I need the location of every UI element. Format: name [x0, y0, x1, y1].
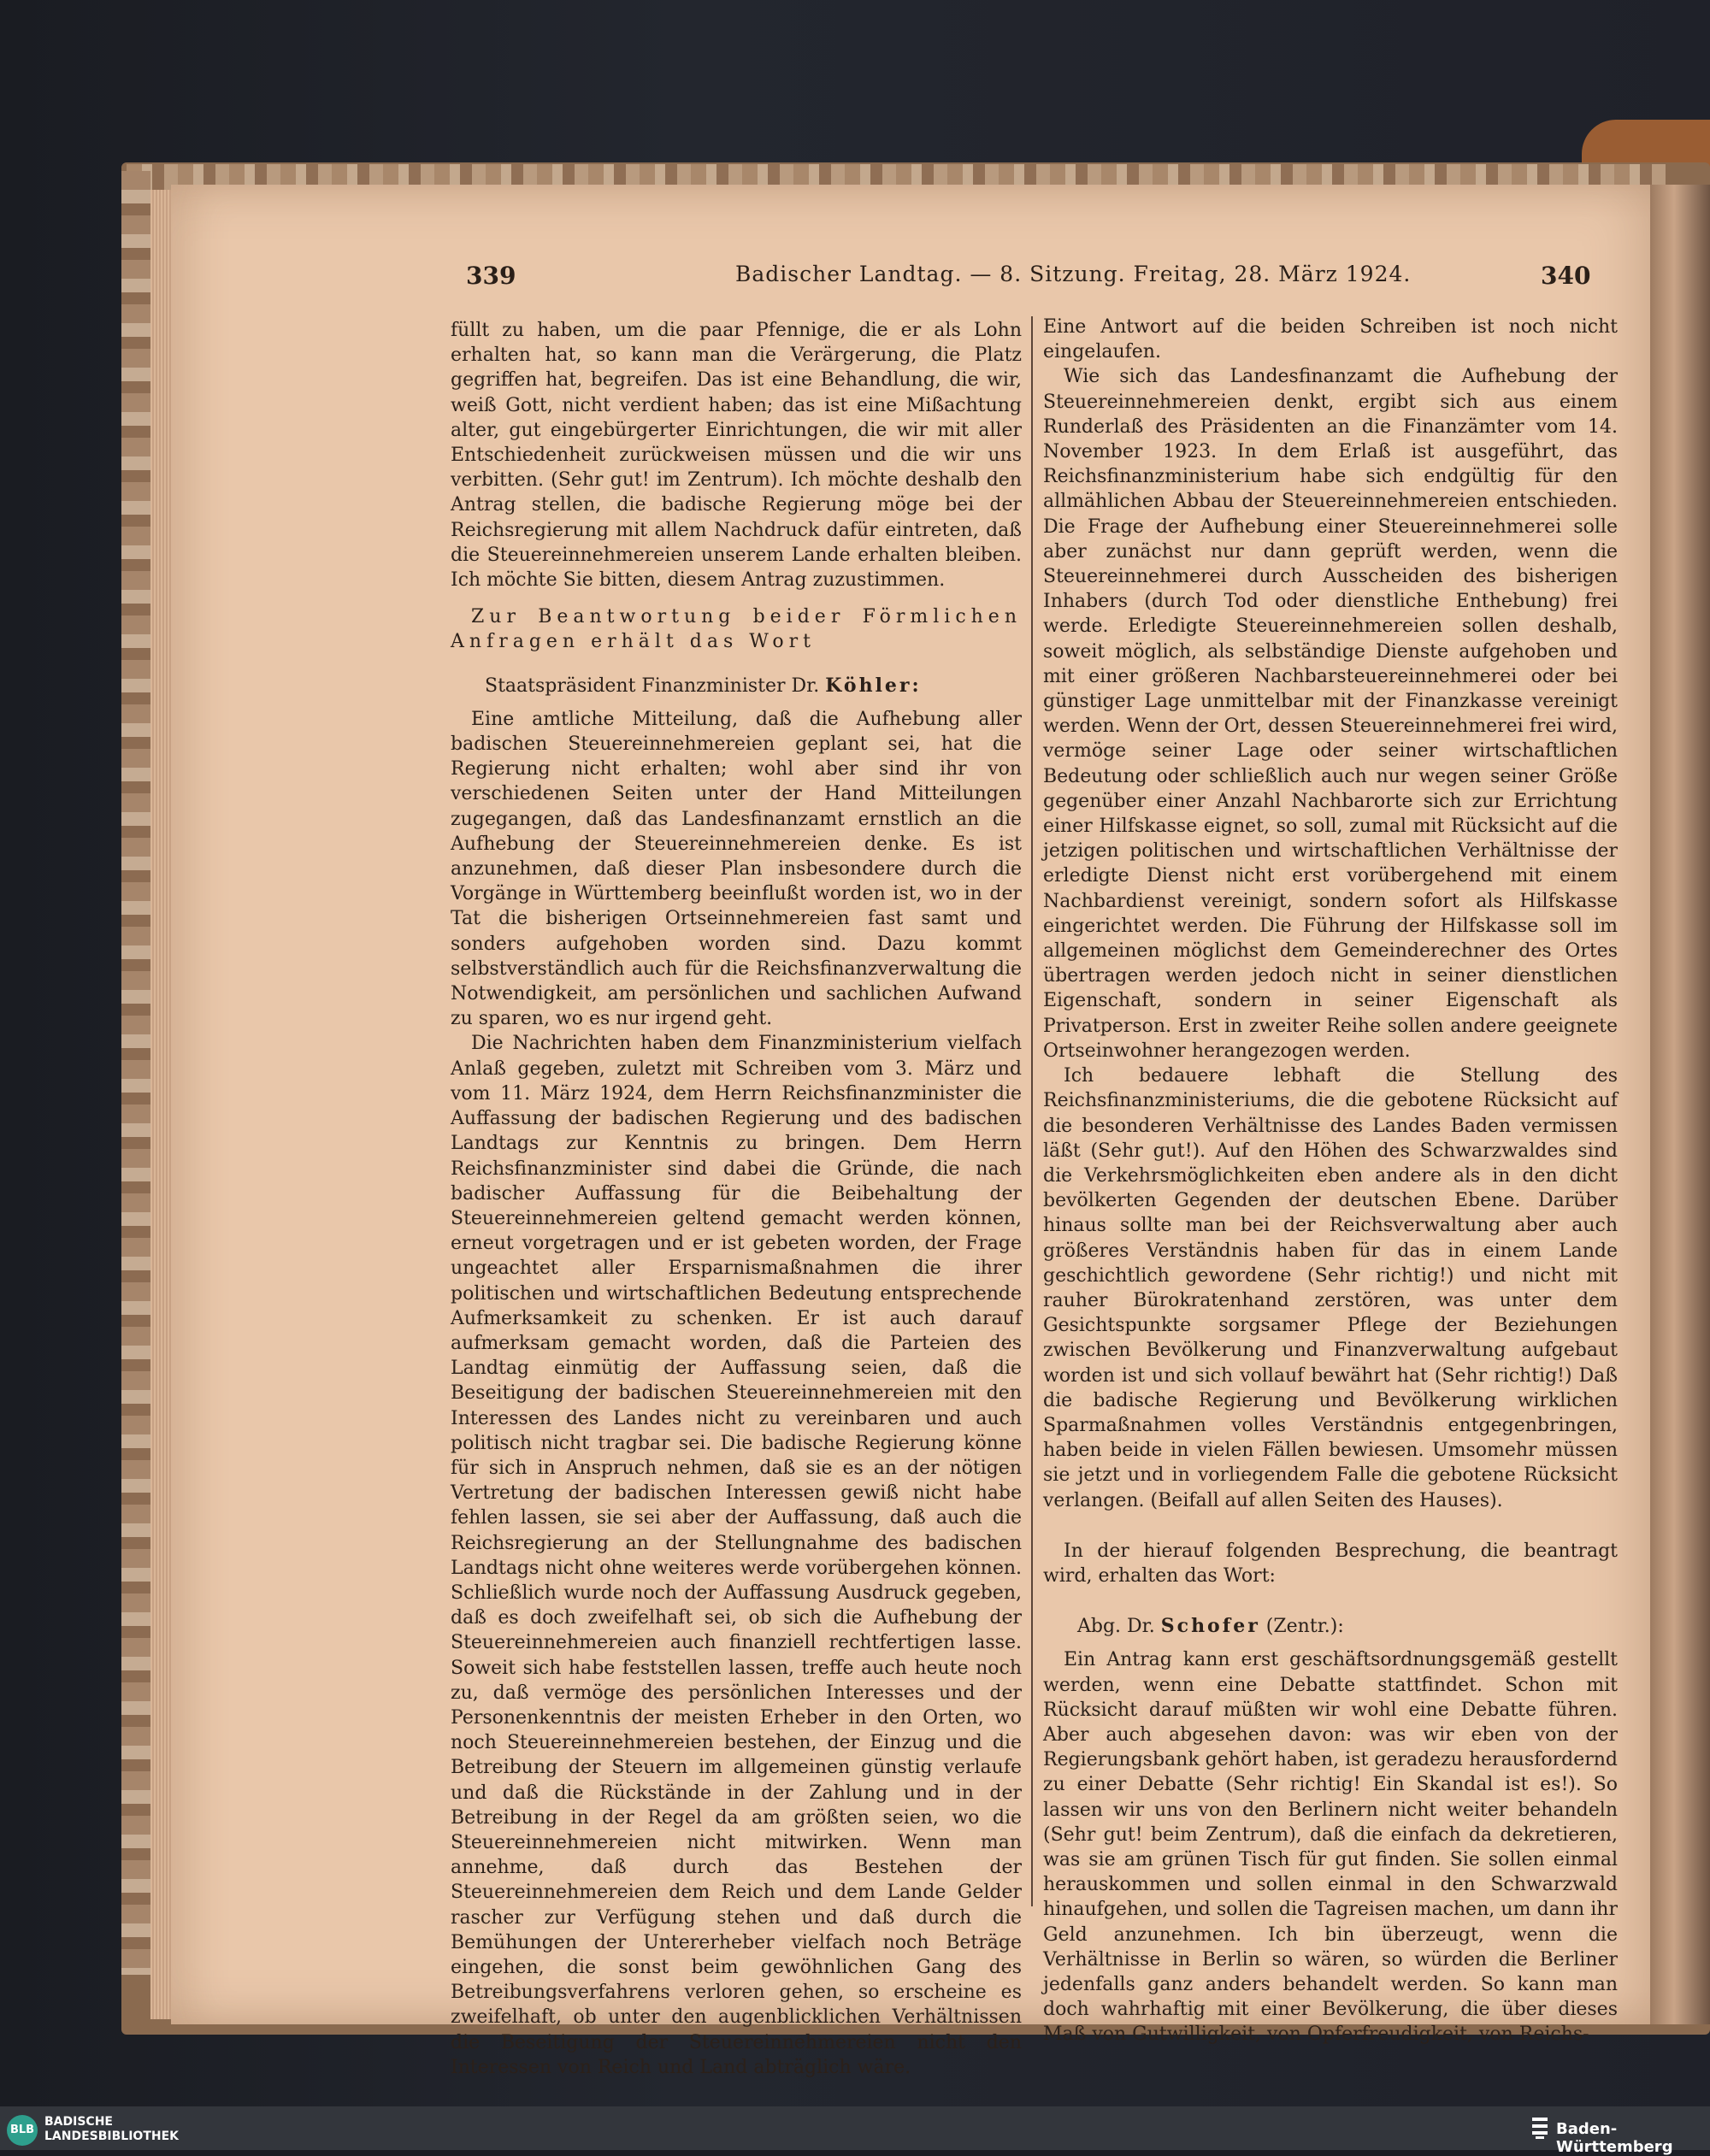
library-name-line: BADISCHE: [44, 2115, 113, 2129]
page-edges: [150, 190, 173, 2019]
column-rule: [1031, 316, 1033, 1906]
marbled-edge-left: [121, 171, 150, 1975]
page-gutter: [1650, 185, 1710, 2024]
paragraph: Ich bedauere lebhaft die Stellung des Reichsfinanzministeriums, die die gebotene Rücksicht auf die besonderen Verhältnisse des Landes Baden vermissen läßt (Sehr gut!). Auf den Höhen des Schwarzwaldes sind die Verkehrsmöglichkeiten eben andere als in den dicht bevölkerten Gegenden der deutschen Ebene. Darüber hinaus sollte man bei der Reichsverwaltung aber auch größeres Verständnis haben für das in einem Lande geschichtlich gewordene (Sehr richtig!) und nicht mit rauher Bürokratenhand zerstören, was unter dem Gesichtspunkte sorgsamer Pflege der Beziehungen zwischen Bevölkerung und Finanzverwaltung aufgebaut worden ist und sich vollauf bewährt hat (Sehr richtig!) Daß die badische Regierung und Bevölkerung wirklichen Sparmaßnahmen volles Verständnis entgegenbringen, haben beide in vielen Fällen bewiesen. Umsomehr müssen sie jetzt und in vorliegendem Falle die gebotene Rücksicht verlangen. (Beifall auf allen Seiten des Hauses).: [1043, 1065, 1618, 1511]
speaker-heading: [1043, 1614, 1618, 1639]
library-name[interactable]: [44, 2115, 179, 2144]
paragraph: Ein Antrag kann erst geschäftsordnungsgemäß gestellt werden, wenn eine Debatte stattfindet. Schon mit Rücksicht darauf müßten wir wohl eine Debatte führen. Aber auch abgesehen davon: was wir eben von der Regierungsbank gehört haben, ist geradezu herausfordernd zu einer Debatte (Sehr richtig! Ein Skandal ist es!). So lassen wir uns von den Berlinern nicht weiter behandeln (Sehr gut! beim Zentrum), daß die einfach da dekretieren, was sie am grünen Tisch für gut finden. Sie sollen einmal herauskommen und sollen einmal in den Schwarzwald hinaufgehen, und sollen die Tagreisen machen, um dann ihr Geld anzunehmen. Ich bin überzeugt, wenn die Verhältnisse in Berlin so wären, so würden die Berliner jedenfalls ganz anders behandelt werden. So kann man doch wahrhaftig mit einer Bevölkerung, die über dieses Maß von Gutwilligkeit, von Opferfreudigkeit, von Reichs-: [1043, 1649, 1618, 2046]
page-number-right: 340: [1541, 262, 1591, 290]
lions-crest-icon: [1530, 2115, 1549, 2141]
right-column: [1043, 315, 1618, 2047]
page-number-left: 339: [466, 262, 516, 290]
paragraph: In der hierauf folgenden Besprechung, die beantragt wird, erhalten das Wort:: [1043, 1540, 1618, 1587]
paragraph: Die Nachrichten haben dem Finanzministerium vielfach Anlaß gegeben, zuletzt mit Schreiben vom 3. März und vom 11. März 1924, dem Herrn Reichsfinanzminister die Auffassung der badischen Regierung und des badischen Landtags zur Kenntnis zu bringen. Dem Herrn Reichsfinanzminister sind dabei die Gründe, die nach badischer Auffassung für die Beibehaltung der Steuereinnehmereien geltend gemacht werden können, erneut vorgetragen und er ist gebeten worden, der Frage ungeachtet aller Ersparnismaßnahmen die ihrer politischen und wirtschaftlichen Bedeutung entsprechende Aufmerksamkeit zu schenken. Er ist auch darauf aufmerksam gemacht worden, daß die Parteien des Landtag einmütig der Auffassung seien, daß die Beseitigung der badischen Steuereinnehmereien mit den Interessen des Landes nicht zu vereinbaren und auch politisch nicht tragbar sei. Die badische Regierung könne für sich in Anspruch nehmen, daß sie es an der nötigen Vertretung der badischen Interessen gewiß nicht habe fehlen lassen, sie sei aber der Auffassung, daß auch die Reichsregierung an der Stellungnahme des badischen Landtags nicht ohne weiteres werde vorübergehen können. Schließlich wurde noch der Auffassung Ausdruck gegeben, daß es doch zweifelhaft sei, ob sich die Aufhebung der Steuereinnehmereien auch finanziell rechtfertigen lasse. Soweit sich habe feststellen lassen, treffe auch heute noch zu, daß vermöge des persönlichen Interesses und der Personenkenntnis der meisten Erheber in den Orten, wo noch Steuereinnehmereien bestehen, der Einzug und die Betreibung der Steuern im allgemeinen günstig verlaufe und daß die Rückstände in der Zahlung und in der Betreibung in der Regel da am größten seien, wo die Steuereinnehmereien nicht mitwirken. Wenn man annehme, daß durch das Bestehen der Steuereinnehmereien dem Reich und dem Lande Gelder rascher zur Verfügung stehen und daß durch die Bemühungen der Untererheber vielfach noch Beträge eingehen, die sonst beim gewöhnlichen Gang des Betreibungsverfahrens verloren gehen, so erscheine es zweifelhaft, ob unter den augenblicklichen Verhältnissen die Beseitigung der Steuereinnehmereien nicht den Interessen von Reich und Land abträglich wäre.: [451, 1033, 1022, 2078]
speaker-party: (Zentr.):: [1265, 1616, 1344, 1638]
speaker-title: Abg. Dr.: [1077, 1616, 1155, 1638]
speaker-heading: [451, 674, 1022, 698]
speaker-name: Schofer: [1160, 1615, 1260, 1638]
speaker-title: Staatspräsident Finanzminister Dr.: [485, 674, 820, 697]
left-column: [451, 318, 1022, 2080]
paragraph: Wie sich das Landesfinanzamt die Aufhebung der Steuereinnehmereien denkt, ergibt sich aus einem Runderlaß des Präsidenten an die Finanzämter vom 14. November 1923. In dem Erlaß ist ausgeführt, das Reichsfinanzministerium habe sich endgültig für den allmählichen Abbau der Steuereinnehmereien entschieden. Die Frage der Aufhebung einer Steuereinnehmerei solle aber zunächst nur dann geprüft werden, wenn die Steuereinnehmerei durch Ausscheiden des bisherigen Inhabers (durch Tod oder dienstliche Enthebung) frei werde. Erledigte Steuereinnehmereien sollen deshalb, soweit möglich, als selbständige Dienste aufgehoben und mit einer größeren Nachbarsteuereinnehmerei oder bei günstiger Lage unmittelbar mit der Finanzkasse vereinigt werden. Wenn der Ort, dessen Steuereinnehmerei frei wird, vermöge seiner Lage oder seiner wirtschaftlichen Bedeutung oder schließlich auch nur wegen seiner Größe gegenüber einer Anzahl Nachbarorte sich zur Errichtung einer Hilfskasse eignet, so soll, zumal mit Rücksicht auf die jetzigen politischen und wirtschaftlichen Verhältnisse der erledigte Dienst nicht erst vorübergehend mit einem Nachbardienst vereinigt, sondern sofort als Hilfskasse eingerichtet werden. Die Führung der Hilfskasse soll im allgemeinen möglichst dem Gemeinderechner des Ortes übertragen werden jedoch nicht in seiner dienstlichen Eigenschaft, sondern in seiner Eigenschaft als Privatperson. Erst in zweiter Reihe sollen andere geeignete Ortseinwohner herangezogen werden.: [1043, 366, 1618, 1062]
library-name-line: LANDESBIBLIOTHEK: [44, 2129, 180, 2143]
paragraph: füllt zu haben, um die paar Pfennige, die er als Lohn erhalten hat, so kann man die Verärgerung, die Platz gegriffen hat, begreifen. Das ist eine Behandlung, die wir, weiß Gott, nicht verdient haben; das ist eine Mißachtung alter, gut eingebürgerter Einrichtungen, die wir mit aller Entschiedenheit zurückweisen müssen und die wir uns verbitten. (Sehr gut! im Zentrum). Ich möchte deshalb den Antrag stellen, die badische Regierung möge bei der Reichsregierung mit allem Nachdruck dafür eintreten, daß die Steuereinnehmereien unserem Lande erhalten bleiben. Ich möchte Sie bitten, diesem Antrag zuzustimmen.: [451, 320, 1022, 592]
library-logo[interactable]: BLB: [7, 2115, 38, 2146]
state-logo-label[interactable]: Baden-Württemberg: [1556, 2120, 1673, 2156]
paragraph: Eine Antwort auf die beiden Schreiben ist noch nicht eingelaufen.: [1043, 316, 1618, 363]
running-title: Badischer Landtag. — 8. Sitzung. Freitag, 28. März 1924.: [735, 262, 1412, 286]
paragraph: Eine amtliche Mitteilung, daß die Aufhebung aller badischen Steuereinnehmereien geplant sei, hat die Regierung nicht erhalten; wohl aber sind ihr von verschiedenen Seiten unter der Hand Mitteilungen zugegangen, daß das Landesfinanzamt ernstlich an die Aufhebung der Steuereinnehmereien denke. Es ist anzunehmen, daß dieser Plan insbesondere durch die Vorgänge in Württemberg beeinflußt worden ist, wo in der Tat die bisherigen Ortseinnehmereien fast samt und sonders aufgehoben worden sind. Dazu kommt selbstverständlich auch für die Reichsfinanzverwaltung die Notwendigkeit, am persönlichen und sachlichen Aufwand zu sparen, wo es nur irgend geht.: [451, 708, 1022, 1030]
speaker-name: Köhler:: [825, 674, 922, 697]
footer-bar: [0, 2106, 1710, 2150]
paragraph: Zur Beantwortung beider Förmlichen Anfragen erhält das Wort: [451, 606, 1022, 653]
